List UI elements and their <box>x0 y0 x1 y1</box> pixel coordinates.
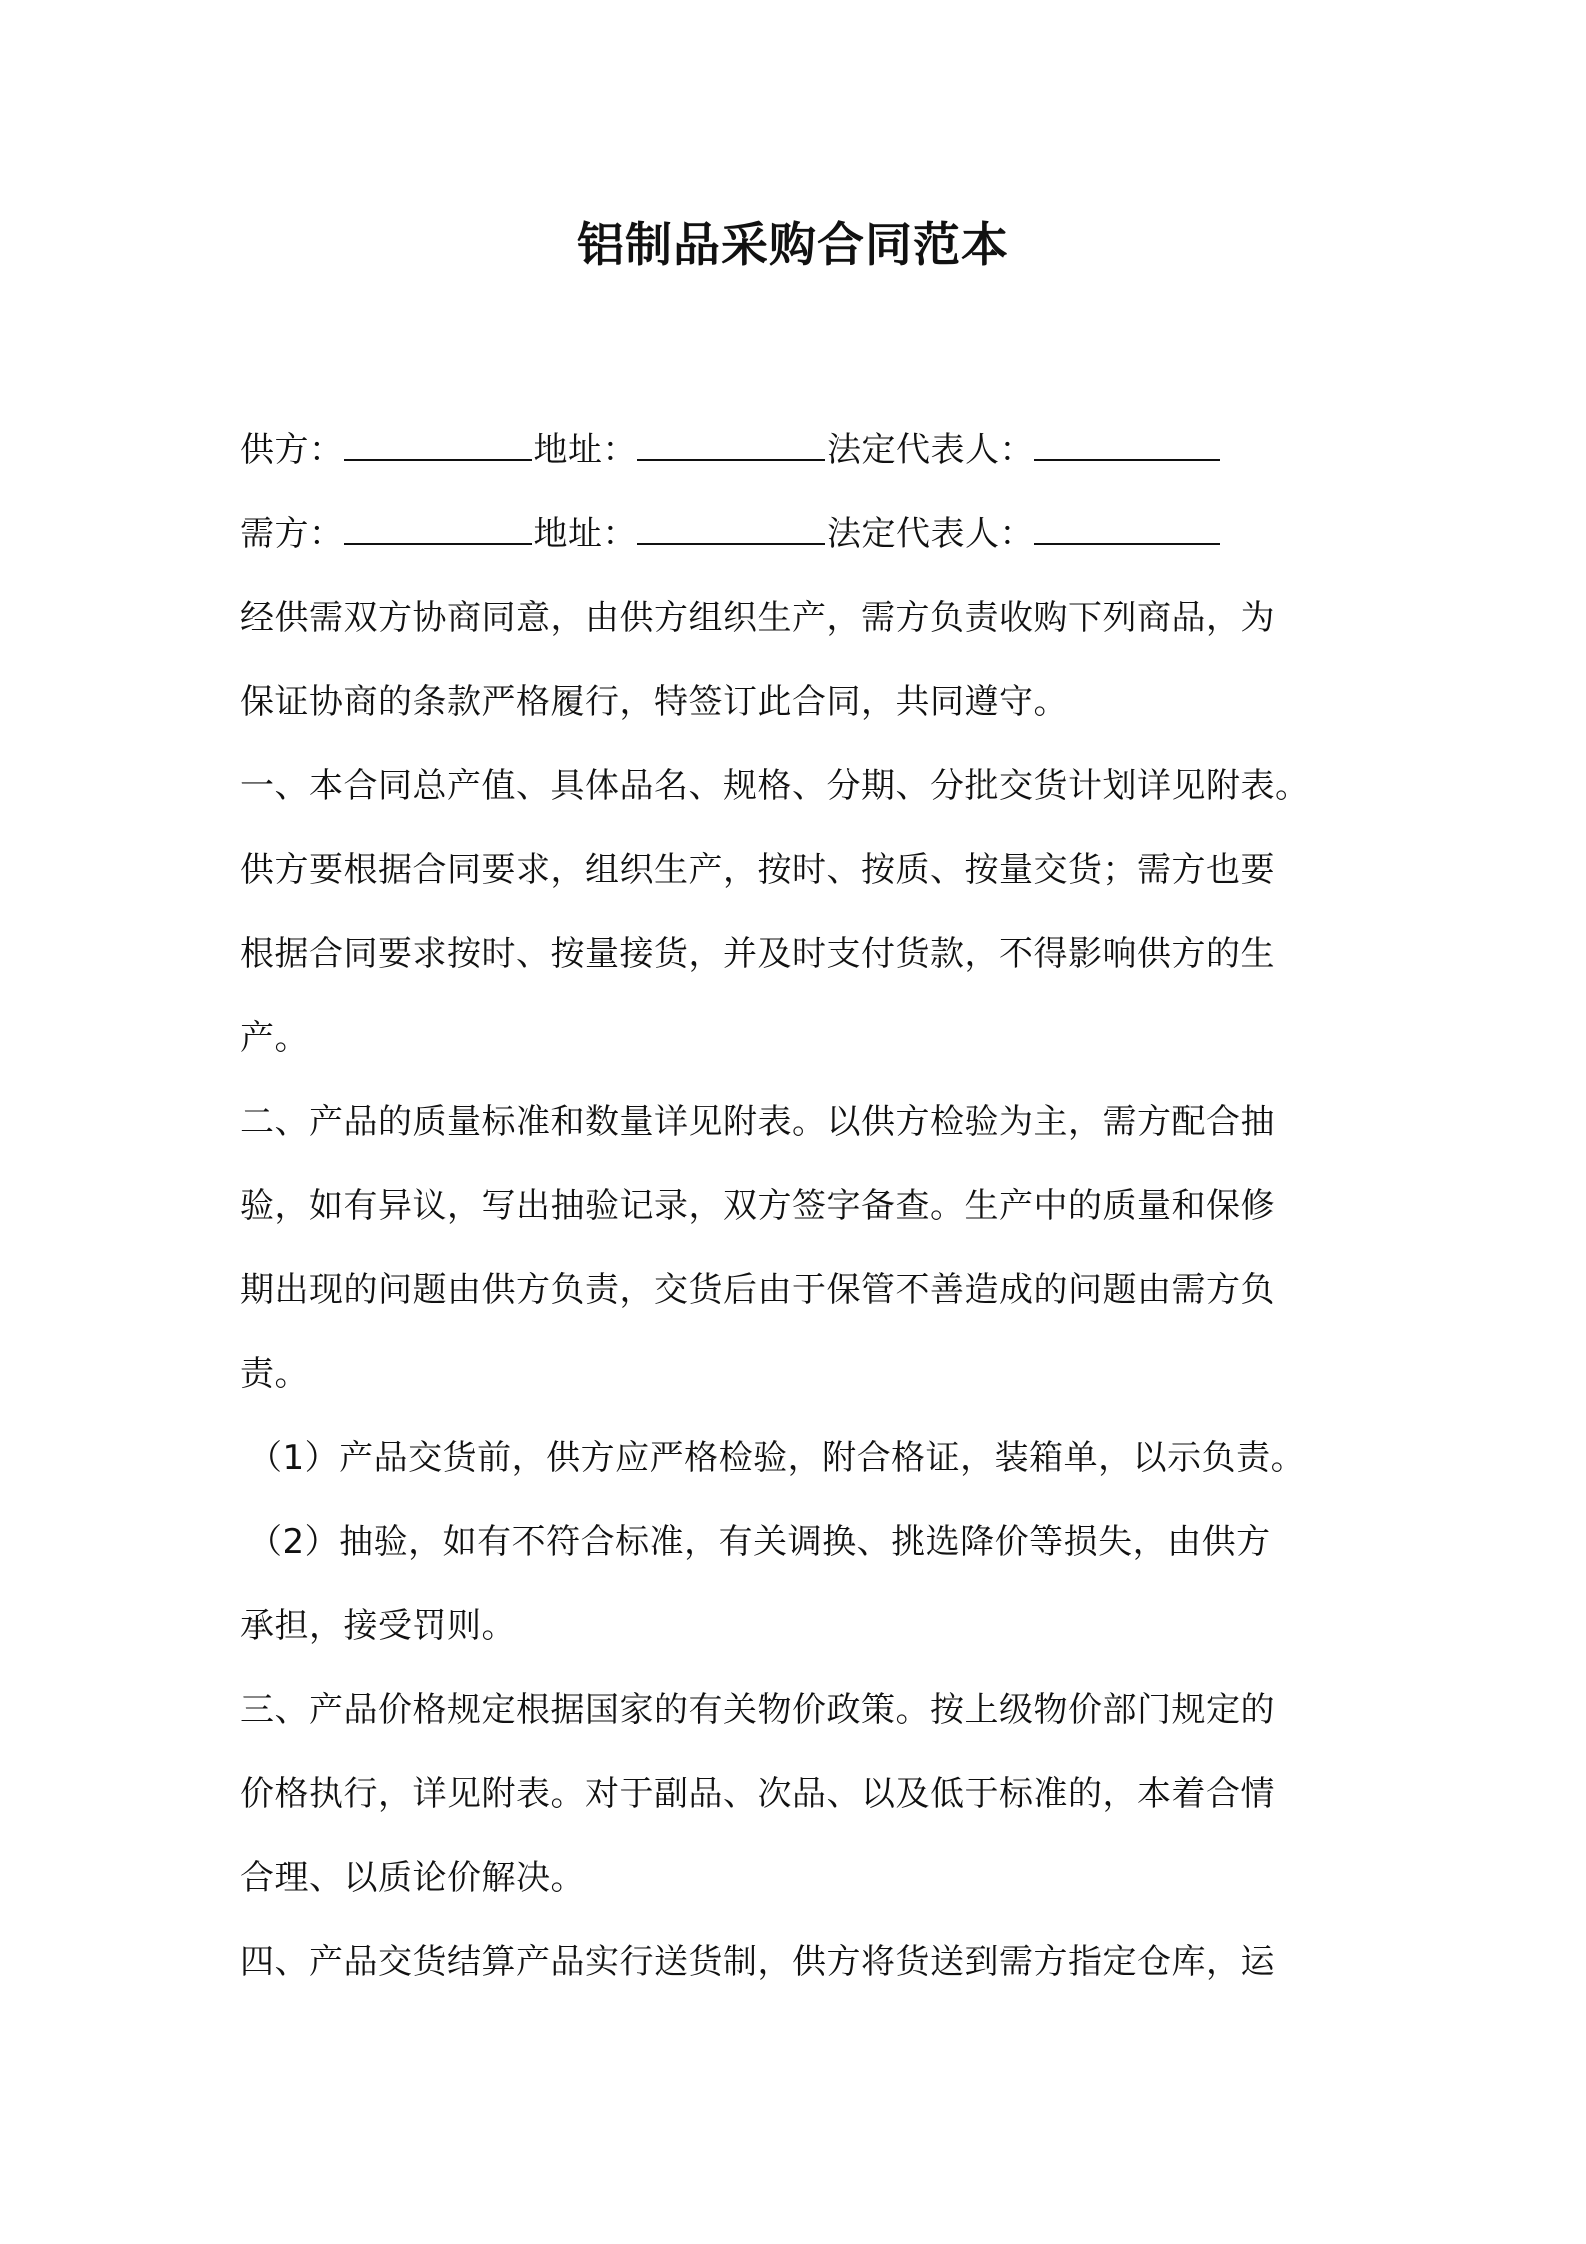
document-title: 铝制品采购合同范本 <box>577 218 1009 273</box>
supplier-name-blank <box>344 433 532 461</box>
clause-2-line: 验，如有异议，写出抽验记录，双方签字备查。生产中的质量和保修 <box>240 1186 1275 1226</box>
clause-1-line: 根据合同要求按时、按量接货，并及时支付货款，不得影响供方的生 <box>240 934 1275 974</box>
clause-2-line: 责。 <box>240 1354 309 1394</box>
document-body <box>240 408 1360 2004</box>
buyer-rep-blank <box>1034 517 1220 545</box>
body-line: 经供需双方协商同意，由供方组织生产，需方负责收购下列商品，为 <box>240 598 1275 638</box>
supplier-address-blank <box>637 433 825 461</box>
clause-4-line: 四、产品交货结算产品实行送货制，供方将货送到需方指定仓库，运 <box>240 1942 1275 1982</box>
buyer-info-line <box>240 492 1360 576</box>
clause-1-line: 一、本合同总产值、具体品名、规格、分期、分批交货计划详见附表。 <box>240 766 1310 806</box>
buyer-label: 需方： <box>240 514 344 554</box>
supplier-rep-label: 法定代表人： <box>827 430 1034 470</box>
supplier-info-line <box>240 408 1360 492</box>
clause-2-item-1: （1）产品交货前，供方应严格检验，附合格证，装箱单，以示负责。 <box>248 1438 1306 1478</box>
buyer-address-blank <box>637 517 825 545</box>
clause-1-line: 供方要根据合同要求，组织生产，按时、按质、按量交货；需方也要 <box>240 850 1275 890</box>
clause-3-line: 合理、以质论价解决。 <box>240 1858 585 1898</box>
clause-3-line: 价格执行，详见附表。对于副品、次品、以及低于标准的，本着合情 <box>240 1774 1275 1814</box>
buyer-address-label: 地址： <box>533 514 637 554</box>
supplier-rep-blank <box>1034 433 1220 461</box>
body-line: 保证协商的条款严格履行，特签订此合同，共同遵守。 <box>240 682 1068 722</box>
clause-2-line: 期出现的问题由供方负责，交货后由于保管不善造成的问题由需方负 <box>240 1270 1275 1310</box>
clause-2-item-2: （2）抽验，如有不符合标准，有关调换、挑选降价等损失，由供方 <box>248 1522 1271 1562</box>
supplier-address-label: 地址： <box>533 430 637 470</box>
buyer-rep-label: 法定代表人： <box>827 514 1034 554</box>
clause-3-line: 三、产品价格规定根据国家的有关物价政策。按上级物价部门规定的 <box>240 1690 1275 1730</box>
clause-1-line: 产。 <box>240 1018 309 1058</box>
supplier-label: 供方： <box>240 430 344 470</box>
clause-2-item-2-cont: 承担，接受罚则。 <box>240 1606 516 1646</box>
clause-2-line: 二、产品的质量标准和数量详见附表。以供方检验为主，需方配合抽 <box>240 1102 1275 1142</box>
buyer-name-blank <box>344 517 532 545</box>
